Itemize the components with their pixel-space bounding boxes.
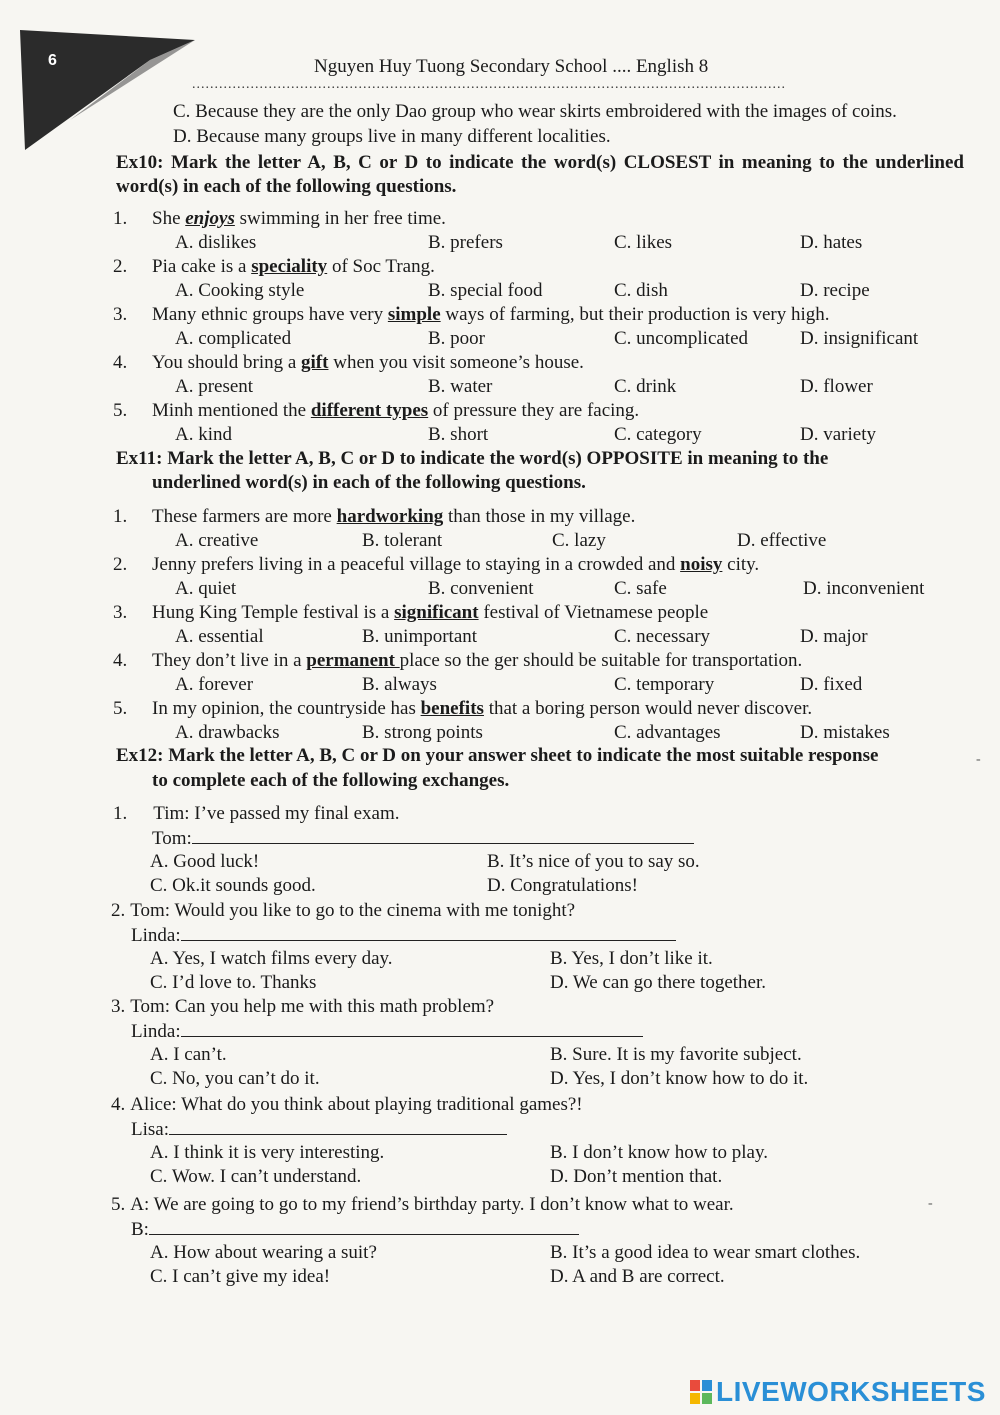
option-d[interactable]: D. major [800, 626, 868, 647]
option-d[interactable]: D. Don’t mention that. [550, 1166, 723, 1187]
underlined-word: noisy [680, 554, 723, 575]
option-a[interactable]: A. essential [175, 626, 264, 647]
option-c[interactable]: C. uncomplicated [614, 328, 749, 349]
option-c[interactable]: C. Ok.it sounds good. [150, 875, 316, 896]
question-number: 1. [113, 803, 128, 824]
liveworksheets-logo-icon [690, 1380, 712, 1404]
question-stem [152, 400, 639, 422]
option-a[interactable]: A. I think it is very interesting. [150, 1142, 385, 1163]
stem-text: place so the ger should be suitable for transportation. [399, 650, 803, 671]
underlined-word: enjoys [185, 208, 235, 229]
answer-blank[interactable] [181, 924, 676, 941]
underlined-word: permanent [306, 650, 400, 671]
option-d[interactable]: D. effective [737, 530, 827, 551]
exchange-prompt [111, 1194, 734, 1216]
ex12-instruction-line2: to complete each of the following exchanges. [152, 770, 510, 791]
underlined-word: significant [394, 602, 479, 623]
option-a[interactable]: A. creative [175, 530, 259, 551]
stem-text: She [152, 208, 186, 229]
option-c[interactable]: C. dish [614, 280, 668, 301]
answer-blank[interactable] [149, 1218, 579, 1235]
option-a[interactable]: A. dislikes [175, 232, 257, 253]
option-b[interactable]: B. strong points [362, 722, 483, 743]
question-stem [152, 506, 635, 528]
option-b[interactable]: B. special food [428, 280, 543, 301]
ex10-instruction [116, 151, 964, 199]
question-number: 3. [113, 602, 128, 623]
option-d[interactable]: D. insignificant [800, 328, 919, 349]
option-b[interactable]: B. convenient [428, 578, 534, 599]
question-stem [152, 554, 759, 576]
option-c[interactable]: C. I can’t give my idea! [150, 1266, 331, 1287]
question-number: 1. [113, 208, 128, 229]
option-d[interactable]: D. Congratulations! [487, 875, 638, 896]
option-c[interactable]: C. category [614, 424, 702, 445]
underlined-word: benefits [420, 698, 484, 719]
question-number: 5. [113, 698, 128, 719]
response-line [131, 1020, 643, 1043]
response-line [152, 827, 694, 850]
stray-mark: - [976, 752, 981, 767]
option-b[interactable]: B. always [362, 674, 437, 695]
question-number: 4. [111, 1094, 126, 1115]
liveworksheets-logo-text: LIVEWORKSHEETS [716, 1376, 986, 1407]
option-d[interactable]: D. We can go there together. [550, 972, 767, 993]
page-corner-decoration [0, 0, 200, 160]
option-a[interactable]: A. present [175, 376, 254, 397]
ex10-instruction-text: Mark the letter A, B, C or D to indicate the word(s) CLOSEST in meaning to the underlined word(s) in each of the following questions. [116, 152, 964, 197]
stem-text: In my opinion, the countryside has [152, 698, 421, 719]
question-number: 4. [113, 352, 128, 373]
option-d[interactable]: D. variety [800, 424, 876, 445]
stem-text: Minh mentioned the [152, 400, 311, 421]
question-stem [152, 602, 708, 624]
stem-text: that a boring person would never discover. [483, 698, 813, 719]
ex11-instruction-line2: underlined word(s) in each of the following questions. [152, 472, 586, 493]
responder-label: Linda: [131, 1021, 181, 1042]
ex12-instruction-text: Mark the letter A, B, C or D on your answer sheet to indicate the most suitable response [168, 745, 879, 766]
option-b[interactable]: B. Sure. It is my favorite subject. [550, 1044, 802, 1065]
ex10-label: Ex10: [116, 152, 164, 173]
option-a[interactable]: A. quiet [175, 578, 237, 599]
option-d[interactable]: D. hates [800, 232, 863, 253]
option-c[interactable]: C. advantages [614, 722, 721, 743]
option-c[interactable]: C. Wow. I can’t understand. [150, 1166, 362, 1187]
prompt-text: Tom: Would you like to go to the cinema with me tonight? [130, 900, 576, 921]
responder-label: Tom: [152, 828, 192, 849]
option-b[interactable]: B. water [428, 376, 493, 397]
option-c[interactable]: C. likes [614, 232, 673, 253]
option-b[interactable]: B. unimportant [362, 626, 478, 647]
question-number: 5. [113, 400, 128, 421]
stem-text: Pia cake is a [152, 256, 252, 277]
ex11-instruction-text: Mark the letter A, B, C or D to indicate the word(s) OPPOSITE in meaning to the [167, 448, 829, 469]
ex12-instruction [116, 745, 878, 767]
prompt-text: Tim: I’ve passed my final exam. [153, 803, 400, 824]
stem-text: These farmers are more [152, 506, 337, 527]
stem-text: Hung King Temple festival is a [152, 602, 395, 623]
question-number: 2. [113, 554, 128, 575]
underlined-word: simple [387, 304, 441, 325]
stem-text: when you visit someone’s house. [328, 352, 584, 373]
option-b[interactable]: B. It’s nice of you to say so. [487, 851, 700, 872]
option-c[interactable]: C. temporary [614, 674, 715, 695]
option-a[interactable]: A. Cooking style [175, 280, 305, 301]
option-d[interactable]: D. Yes, I don’t know how to do it. [550, 1068, 809, 1089]
prompt-text: A: We are going to go to my friend’s birthday party. I don’t know what to wear. [130, 1194, 734, 1215]
option-b[interactable]: B. It’s a good idea to wear smart clothes. [550, 1242, 861, 1263]
option-a[interactable]: A. I can’t. [150, 1044, 227, 1065]
option-d[interactable]: D. mistakes [800, 722, 890, 743]
option-b[interactable]: B. I don’t know how to play. [550, 1142, 768, 1163]
option-c[interactable]: C. drink [614, 376, 677, 397]
responder-label: Linda: [131, 925, 181, 946]
stem-text: city. [722, 554, 760, 575]
question-number: 3. [111, 996, 126, 1017]
stem-text: swimming in her free time. [234, 208, 446, 229]
option-a[interactable]: A. forever [175, 674, 254, 695]
page-header: Nguyen Huy Tuong Secondary School .... English 8 [314, 56, 709, 77]
responder-label: Lisa: [131, 1119, 169, 1140]
question-number: 3. [113, 304, 128, 325]
exchange-prompt [113, 803, 400, 825]
question-number: 1. [113, 506, 128, 527]
question-number: 4. [113, 650, 128, 671]
option-a[interactable]: A. kind [175, 424, 232, 445]
question-stem [152, 650, 802, 672]
question-number: 2. [113, 256, 128, 277]
ex11-label: Ex11: [116, 448, 163, 469]
liveworksheets-logo [690, 1376, 986, 1408]
underlined-word: hardworking [336, 506, 444, 527]
option-a[interactable]: A. complicated [175, 328, 292, 349]
exchange-prompt [111, 996, 494, 1018]
header-dotted-rule: .................................................................................................................................... [192, 77, 786, 92]
page-number: 6 [48, 52, 57, 69]
stem-text: ways of farming, but their production is very high. [440, 304, 830, 325]
option-d[interactable]: D. A and B are correct. [550, 1266, 725, 1287]
option-a[interactable]: A. Good luck! [150, 851, 260, 872]
question-stem [152, 698, 812, 720]
option-b[interactable]: B. Yes, I don’t like it. [550, 948, 713, 969]
exchange-prompt [111, 1094, 583, 1116]
stem-text: Jenny prefers living in a peaceful village to staying in a crowded and [152, 554, 681, 575]
option-d[interactable]: D. inconvenient [803, 578, 925, 599]
responder-label: B: [131, 1219, 149, 1240]
underlined-word: different types [310, 400, 429, 421]
question-number: 5. [111, 1194, 126, 1215]
ex11-instruction [116, 448, 964, 470]
question-stem [152, 352, 584, 374]
prompt-text: Alice: What do you think about playing traditional games?! [130, 1094, 583, 1115]
option-b[interactable]: B. tolerant [362, 530, 443, 551]
question-stem [152, 304, 830, 326]
stem-text: of pressure they are facing. [428, 400, 640, 421]
stray-mark: - [928, 1196, 933, 1211]
option-d[interactable]: D. flower [800, 376, 873, 397]
option-b[interactable]: B. poor [428, 328, 485, 349]
option-c[interactable]: C. necessary [614, 626, 711, 647]
stem-text: They don’t live in a [152, 650, 307, 671]
option-a[interactable]: A. How about wearing a suit? [150, 1242, 377, 1263]
ex12-label: Ex12: [116, 745, 164, 766]
answer-blank[interactable] [192, 827, 694, 844]
option-c[interactable]: C. safe [614, 578, 667, 599]
option-d[interactable]: D. recipe [800, 280, 870, 301]
option-a[interactable]: A. drawbacks [175, 722, 280, 743]
question-number: 2. [111, 900, 126, 921]
response-line [131, 924, 676, 947]
prev-option-d: D. Because many groups live in many different localities. [173, 126, 611, 147]
prompt-text: Tom: Can you help me with this math problem? [130, 996, 495, 1017]
answer-blank[interactable] [169, 1118, 507, 1135]
stem-text: of Soc Trang. [327, 256, 435, 277]
underlined-word: gift [301, 352, 329, 373]
option-c[interactable]: C. No, you can’t do it. [150, 1068, 320, 1089]
prev-option-c: C. Because they are the only Dao group who wear skirts embroidered with the images of coins. [173, 101, 897, 122]
underlined-word: speciality [251, 256, 328, 277]
stem-text: You should bring a [152, 352, 302, 373]
exchange-prompt [111, 900, 575, 922]
question-stem [152, 208, 446, 230]
question-stem [152, 256, 435, 278]
option-c[interactable]: C. I’d love to. Thanks [150, 972, 317, 993]
option-b[interactable]: B. prefers [428, 232, 503, 253]
stem-text: Many ethnic groups have very [152, 304, 388, 325]
option-b[interactable]: B. short [428, 424, 489, 445]
option-d[interactable]: D. fixed [800, 674, 863, 695]
response-line [131, 1218, 579, 1241]
answer-blank[interactable] [181, 1020, 643, 1037]
option-c[interactable]: C. lazy [552, 530, 606, 551]
stem-text: than those in my village. [443, 506, 636, 527]
option-a[interactable]: A. Yes, I watch films every day. [150, 948, 393, 969]
stem-text: festival of Vietnamese people [478, 602, 709, 623]
response-line [131, 1118, 507, 1141]
